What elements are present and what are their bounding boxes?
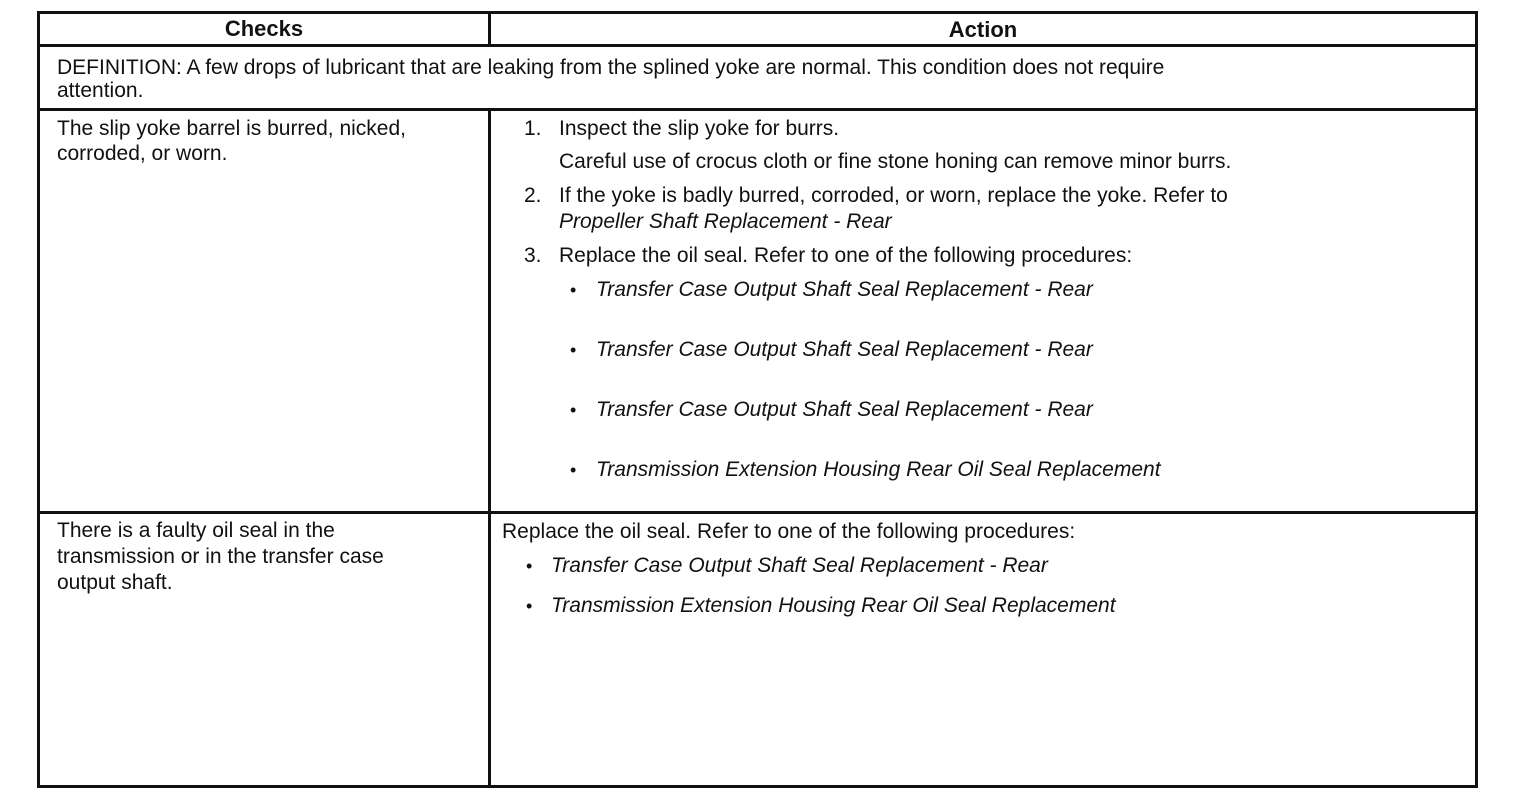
row-2-check-line-3: output shaft.: [57, 571, 173, 594]
table-border-left: [37, 11, 40, 788]
row-2-check-line-2: transmission or in the transfer case: [57, 545, 384, 568]
table-border-right: [1475, 11, 1478, 788]
row-2-action-text: Replace the oil seal. Refer to one of the following procedures:: [502, 520, 1076, 543]
definition-line-2: attention.: [57, 79, 144, 102]
definition-divider: [37, 108, 1478, 111]
column-divider-body: [488, 108, 491, 788]
step-3-procedure-3: Transfer Case Output Shaft Seal Replacement - Rear: [596, 398, 1093, 421]
step-3-number: 3.: [524, 244, 542, 267]
table-border-bottom: [37, 785, 1478, 788]
action-column-header: Action: [948, 17, 1018, 42]
step-1-text: Inspect the slip yoke for burrs.: [559, 117, 840, 140]
header-divider: [37, 44, 1478, 47]
row-2-procedure-1: Transfer Case Output Shaft Seal Replacement - Rear: [551, 554, 1048, 577]
step-3-bullet-4: •: [570, 460, 577, 480]
step-2-text: If the yoke is badly burred, corroded, or worn, replace the yoke. Refer to: [559, 184, 1228, 207]
step-3-procedure-2: Transfer Case Output Shaft Seal Replacement - Rear: [596, 338, 1093, 361]
row-1-check-line-1: The slip yoke barrel is burred, nicked,: [57, 117, 406, 140]
row-2-bullet-1: •: [526, 556, 533, 576]
step-3-bullet-1: •: [570, 280, 577, 300]
table-border-top: [37, 11, 1478, 14]
row-divider: [37, 511, 1478, 514]
step-3-bullet-3: •: [570, 400, 577, 420]
row-1-check-line-2: corroded, or worn.: [57, 142, 228, 165]
definition-line-1: DEFINITION: A few drops of lubricant that are leaking from the splined yoke are normal. This condition does not require: [57, 56, 1165, 79]
step-2-number: 2.: [524, 184, 542, 207]
step-3-procedure-4: Transmission Extension Housing Rear Oil Seal Replacement: [596, 458, 1161, 481]
step-3-bullet-2: •: [570, 340, 577, 360]
step-2-reference: Propeller Shaft Replacement - Rear: [559, 210, 892, 233]
step-3-procedure-1: Transfer Case Output Shaft Seal Replacement - Rear: [596, 278, 1093, 301]
checks-column-header: Checks: [224, 16, 304, 41]
row-2-check-line-1: There is a faulty oil seal in the: [57, 519, 335, 542]
row-2-bullet-2: •: [526, 596, 533, 616]
row-2-procedure-2: Transmission Extension Housing Rear Oil Seal Replacement: [551, 594, 1116, 617]
step-3-text: Replace the oil seal. Refer to one of the following procedures:: [559, 244, 1133, 267]
step-1-number: 1.: [524, 117, 542, 140]
step-1-note: Careful use of crocus cloth or fine stone honing can remove minor burrs.: [559, 150, 1232, 173]
